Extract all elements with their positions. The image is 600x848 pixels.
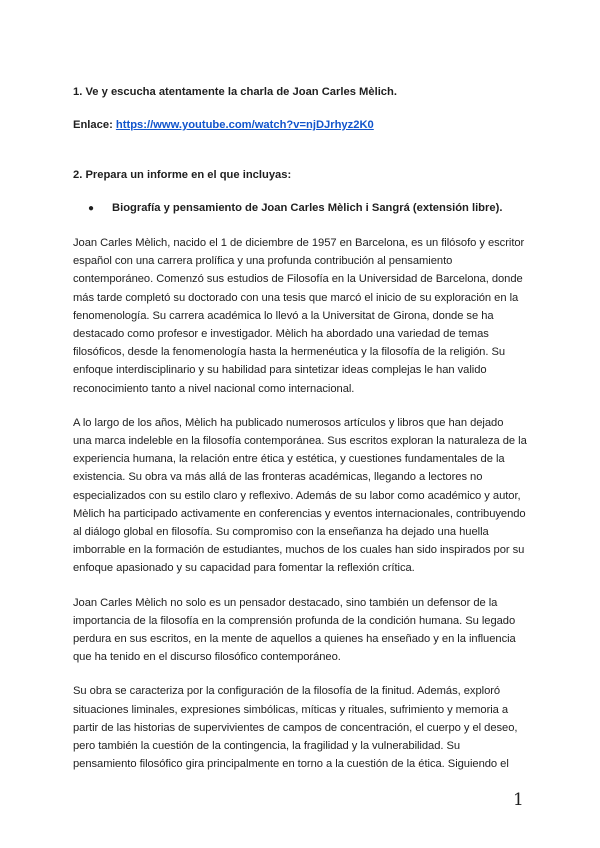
paragraph-line: destacado como profesor e investigador. Mèlich ha abordado una variedad de temas [73,328,489,341]
paragraph-line: enfoque interdisciplinario y su habilidad para sintetizar ideas complejas le han valido [73,364,487,377]
paragraph-line: existencia. Su obra va más allá de las fronteras académicas, llegando a lectores no [73,471,483,484]
paragraph-line: enfoque apasionado y su capacidad para fomentar la reflexión crítica. [73,562,415,575]
paragraph-line: al diálogo global en filosofía. Su compromiso con la enseñanza ha dejado una huella [73,526,489,539]
link-label: Enlace: [73,119,116,131]
page-number: 1 [513,790,524,810]
paragraph-line: pero también la cuestión de la contingencia, la fragilidad y la vulnerabilidad. Su [73,740,461,753]
youtube-link[interactable]: https://www.youtube.com/watch?v=njDJrhyz2K0 [115,119,374,131]
paragraph-line: Joan Carles Mèlich, nacido el 1 de diciembre de 1957 en Barcelona, es un filósofo y escritor [73,237,525,249]
paragraph-line: una marca indeleble en la filosofía contemporánea. Sus escritos exploran la naturaleza de la [73,435,527,448]
paragraph-line: más tarde completó su doctorado con una tesis que marcó el inicio de su exploración en la [73,291,519,304]
paragraph-line: especializados con su estilo claro y reflexivo. Además de su labor como académico y autor, [73,489,521,502]
paragraph-line: perdura en sus escritos, en la mente de aquellos a quienes ha enseñado y en la influencia [73,633,516,646]
paragraph-line: A lo largo de los años, Mèlich ha publicado numerosos artículos y libros que han dejado [73,416,504,429]
document-content [73,84,531,773]
paragraph-line: Joan Carles Mèlich no solo es un pensador destacado, sino también un defensor de la [73,596,498,609]
paragraph-line: fenomenología. Su carrera académica lo llevó a la Universitat de Girona, donde se ha [73,309,494,322]
paragraph-line: Mèlich ha participado activamente en conferencias y eventos internacionales, contribuyendo [73,507,526,520]
question-2-heading: 2. Prepara un informe en el que incluyas: [73,169,292,181]
bullet-text: Biografía y pensamiento de Joan Carles Mèlich i Sangrá (extensión libre). [112,202,503,214]
paragraph-line: imborrable en la formación de estudiantes, muchos de los cuales han sido inspirados por su [73,544,525,557]
paragraph-2 [73,414,531,578]
paragraph-line: español con una carrera prolífica y una profunda contribución al pensamiento [73,255,453,268]
paragraph-3 [73,594,531,667]
paragraph-line: que ha tenido en el discurso filosófico contemporáneo. [73,651,341,664]
paragraph-1 [73,234,531,398]
paragraph-line: experiencia humana, la relación entre ética y estética, y cuestiones fundamentales de la [73,453,505,466]
paragraph-line: contemporáneo. Comenzó sus estudios de Filosofía en la Universidad de Barcelona, donde [73,273,523,286]
paragraph-line: importancia de la filosofía en la comprensión profunda de la condición humana. Su legado [73,614,516,627]
paragraph-line: Su obra se caracteriza por la configuración de la filosofía de la finitud. Además, exploró [73,685,501,698]
paragraph-line: filosóficos, desde la fenomenología hasta la hermenéutica y la filosofía de la religión. Su [73,346,506,359]
link-line [73,117,531,133]
paragraph-line: situaciones liminales, expresiones simbólicas, míticas y rituales, sufrimiento y memoria a [73,703,509,716]
bullet-item [88,200,531,217]
paragraph-line: pensamiento filosófico gira principalmente en torno a la cuestión de la ética. Siguiendo el [73,758,509,771]
paragraph-line: partir de las historias de supervivientes de campos de concentración, el cuerpo y el deseo, [73,721,518,734]
paragraph-4 [73,682,531,773]
paragraph-line: reconocimiento tanto a nivel nacional como internacional. [73,382,355,395]
question-1-heading: 1. Ve y escucha atentamente la charla de Joan Carles Mèlich. [73,86,397,98]
bullet-icon: ● [88,203,95,214]
